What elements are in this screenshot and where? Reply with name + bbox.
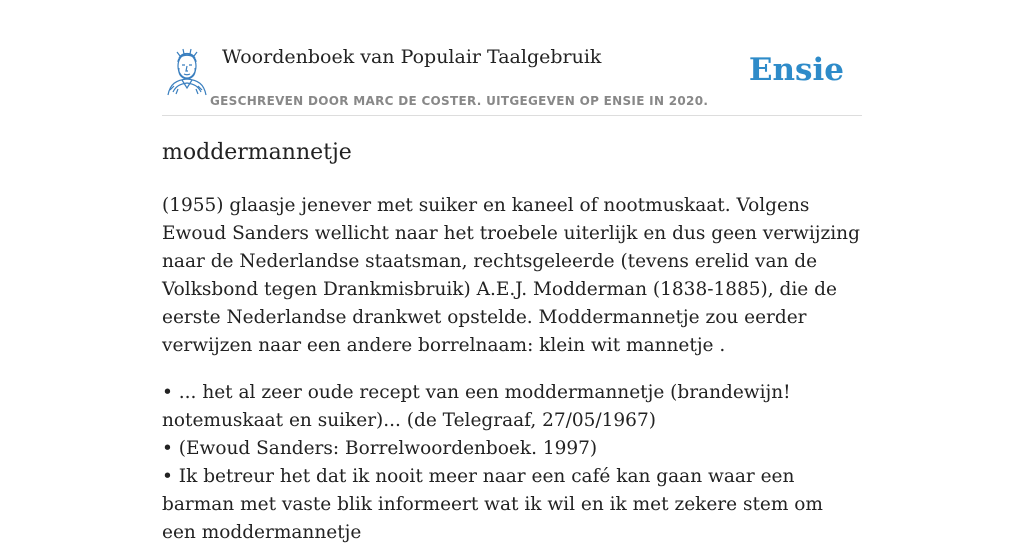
author-byline: GESCHREVEN DOOR MARC DE COSTER. UITGEGEVEN OP ENSIE IN 2020. <box>210 94 709 108</box>
entry-title: moddermannetje <box>162 140 352 165</box>
site-header <box>162 40 862 116</box>
author-portrait-icon <box>164 46 210 96</box>
list-item: • ... het al zeer oude recept van een moddermannetje (brandewijn! notemuskaat en suiker)... (de Telegraaf, 27/05/1967) <box>162 382 791 431</box>
dictionary-title[interactable]: Woordenboek van Populair Taalgebruik <box>222 46 602 68</box>
entry-definition: (1955) glaasje jenever met suiker en kaneel of nootmuskaat. Volgens Ewoud Sanders wellicht naar het troebele uiterlijk en dus geen verwijzing naar de Nederlandse staatsman, rechtsgeleerde (tevens erelid van de Volksbond tegen Drankmisbruik) A.E.J. Modderman (1838-1885), die de eerste Nederlandse drankwet opstelde. Moddermannetje zou eerder verwijzen naar een andere borrelnaam: klein wit mannetje . <box>162 195 860 356</box>
list-item: • Ik betreur het dat ik nooit meer naar een café kan gaan waar een barman met vaste blik informeert wat ik wil en ik met zekere stem om een moddermannetje <box>162 466 823 543</box>
ensie-logo[interactable]: Ensie <box>748 52 844 88</box>
quote-list <box>162 379 862 547</box>
list-item: • (Ewoud Sanders: Borrelwoordenboek. 1997) <box>162 438 598 459</box>
